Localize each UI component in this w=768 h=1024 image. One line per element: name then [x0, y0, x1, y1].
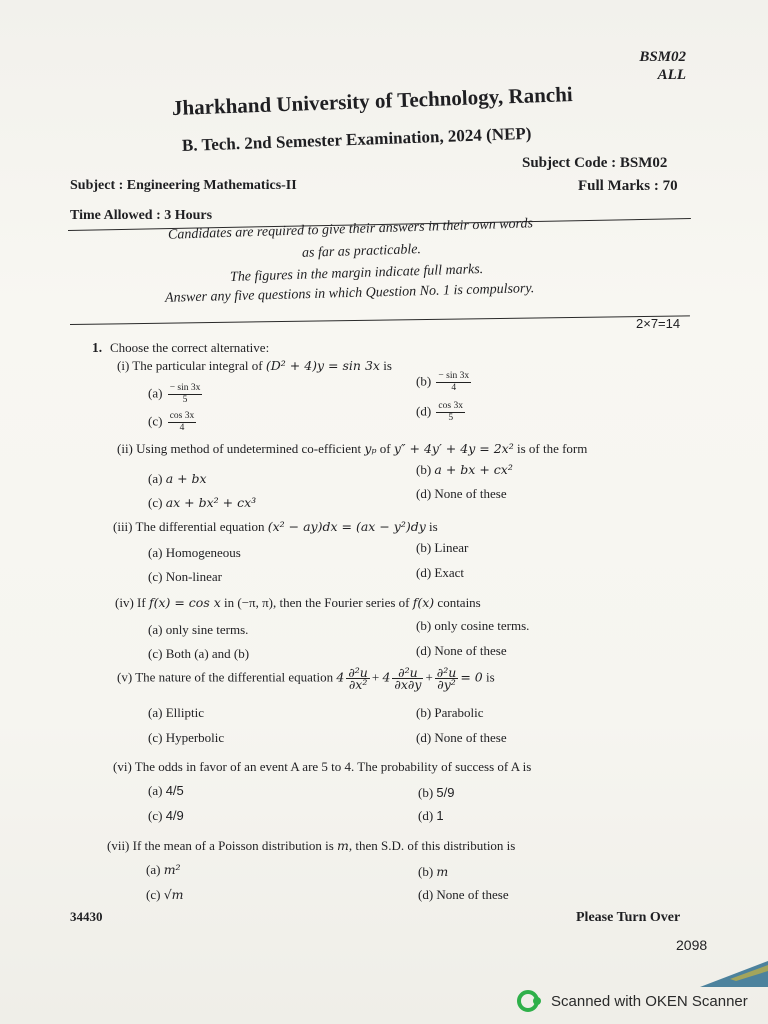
part-vii-text	[107, 838, 515, 854]
option-label: (c)	[148, 808, 163, 823]
part-iv-text-a: If	[137, 595, 149, 610]
option-text: Hyperbolic	[165, 730, 225, 745]
part-i-label: (i)	[117, 358, 130, 373]
part-ii-option-b	[416, 462, 513, 478]
option-label: (b)	[416, 373, 432, 389]
part-vii-option-a	[146, 862, 181, 878]
part-v-text-a: The nature of the differential equation	[135, 669, 337, 685]
option-text: Both (a) and (b)	[165, 646, 250, 661]
part-ii-label: (ii)	[117, 441, 133, 456]
plus-sign: +	[425, 669, 433, 685]
option-text: 4/5	[165, 783, 184, 798]
part-vi-label: (vi)	[113, 759, 132, 774]
option-label: (a)	[148, 471, 163, 486]
fraction-numerator: ∂²u	[392, 667, 423, 679]
part-vii-option-d	[418, 887, 509, 903]
option-text: a + bx	[165, 471, 207, 486]
part-vi-option-b	[418, 785, 455, 801]
scanner-watermark-text: Scanned with OKEN Scanner	[551, 992, 748, 1010]
option-label: (d)	[416, 565, 432, 580]
equals-zero: = 0	[460, 669, 483, 685]
part-vii-label: (vii)	[107, 838, 130, 853]
part-i-text-a: The particular integral of	[132, 358, 266, 373]
option-label: (d)	[416, 643, 432, 658]
part-v-option-b	[416, 705, 484, 721]
option-text: 5/9	[436, 785, 455, 800]
part-vii-option-b	[418, 864, 448, 880]
fraction-numerator: ∂²u	[436, 665, 457, 680]
part-ii-option-a	[148, 471, 207, 487]
fraction-numerator: cos 3x	[169, 411, 195, 421]
option-label: (c)	[148, 646, 163, 661]
part-iv-option-c	[148, 646, 249, 662]
part-vii-text-b: , then S.D. of this distribution is	[348, 838, 516, 853]
part-iii-math: (x² − ay)dx = (ax − y²)dy	[267, 519, 426, 534]
part-ii-option-c	[148, 495, 256, 511]
option-label: (d)	[416, 486, 432, 501]
option-label: (d)	[418, 887, 434, 902]
paper-number: 34430	[70, 909, 103, 924]
paper-code-line2: ALL	[657, 67, 686, 83]
option-label: (a)	[148, 385, 163, 401]
option-text: 1	[436, 808, 444, 823]
option-text: None of these	[434, 730, 507, 745]
fraction-numerator: − sin 3x	[438, 371, 470, 381]
part-v-text-b: is	[482, 669, 495, 685]
exam-title: B. Tech. 2nd Semester Examination, 2024 (NEP)	[181, 123, 532, 155]
part-iv-option-a	[148, 622, 248, 638]
option-text: 4/9	[165, 808, 184, 823]
part-iii-label: (iii)	[113, 519, 133, 534]
part-ii-math-b: y″ + 4y′ + 4y = 2x²	[393, 441, 514, 456]
full-marks: Full Marks : 70	[578, 178, 678, 194]
option-text: a + bx + cx²	[434, 462, 513, 477]
fraction-numerator: − sin 3x	[169, 383, 201, 393]
part-vi-option-a	[148, 783, 184, 799]
instruction-line3: The figures in the margin indicate full marks.	[229, 262, 484, 285]
option-label: (a)	[148, 545, 163, 560]
option-label: (c)	[148, 569, 163, 584]
fraction	[436, 371, 471, 394]
part-ii-text-a: Using method of undetermined co-efficient	[136, 441, 365, 456]
option-label: (a)	[148, 783, 163, 798]
part-iii-text-a: The differential equation	[135, 519, 268, 534]
fraction	[168, 411, 197, 434]
option-label: (c)	[148, 495, 163, 510]
paper-code-line1: BSM02	[639, 49, 686, 65]
part-ii-text	[117, 441, 587, 457]
part-iv-option-d	[416, 643, 507, 659]
part-iii-option-c	[148, 569, 222, 585]
instruction-line4: Answer any five questions in which Question No. 1 is compulsory.	[164, 281, 535, 306]
fraction	[436, 401, 465, 424]
option-text: Homogeneous	[165, 545, 241, 560]
option-label: (c)	[148, 730, 163, 745]
part-iii-text	[113, 519, 438, 535]
fraction-denominator: ∂x∂y	[394, 677, 422, 692]
subject-code: Subject Code : BSM02	[522, 155, 668, 171]
option-text: only sine terms.	[165, 622, 249, 637]
part-iv-text	[115, 595, 481, 611]
part-vi-text	[113, 759, 531, 775]
fraction-denominator: 5	[182, 395, 188, 405]
part-v-option-d	[416, 730, 507, 746]
page-stamp: 2098	[676, 937, 708, 953]
part-v-label: (v)	[117, 669, 133, 685]
page-corner-shadow	[690, 955, 768, 987]
option-label: (b)	[418, 864, 434, 879]
option-label: (d)	[416, 403, 432, 419]
question-title: Choose the correct alternative:	[110, 340, 270, 355]
part-i-option-b	[416, 371, 473, 394]
part-vi-option-c	[148, 808, 184, 824]
part-iv-text-b: in (−π, π), then the Fourier series of	[220, 595, 413, 610]
fraction-denominator: ∂x²	[348, 677, 368, 692]
part-iii-option-a	[148, 545, 241, 561]
part-i-option-d	[416, 401, 467, 424]
option-text: ax + bx² + cx³	[165, 495, 257, 510]
part-i-text	[117, 358, 392, 374]
question-number: 1.	[92, 340, 103, 355]
part-iv-label: (iv)	[115, 595, 134, 610]
option-label: (a)	[146, 862, 161, 877]
fraction	[435, 667, 459, 690]
plus-sign: +	[371, 669, 380, 685]
part-iii-option-d	[416, 565, 464, 581]
fraction-denominator: 4	[451, 383, 457, 393]
fraction-denominator: ∂y²	[437, 677, 456, 692]
part-iii-option-b	[416, 540, 468, 556]
part-iv-text-c: contains	[434, 595, 481, 610]
option-text: Parabolic	[434, 705, 484, 720]
option-label: (a)	[148, 705, 163, 720]
fraction-numerator: ∂²u	[348, 665, 368, 680]
part-i-option-a	[148, 383, 204, 406]
subject: Subject : Engineering Mathematics-II	[70, 178, 297, 193]
scanner-watermark	[517, 990, 748, 1012]
option-text: Elliptic	[165, 705, 204, 720]
option-label: (b)	[418, 785, 434, 800]
option-label: (b)	[416, 618, 432, 633]
fraction-denominator: 4	[179, 423, 185, 433]
please-turn-over: Please Turn Over	[576, 910, 681, 925]
option-label: (b)	[416, 462, 432, 477]
part-iii-text-b: is	[425, 519, 438, 534]
part-ii-math-a: yₚ	[364, 441, 377, 456]
fraction	[392, 667, 423, 690]
fraction	[346, 667, 370, 690]
option-text: m	[436, 864, 449, 879]
part-i-math: (D² + 4)y = sin 3x	[265, 358, 380, 373]
option-label: (d)	[416, 730, 432, 745]
part-ii-text-c: is of the form	[513, 441, 588, 456]
part-vii-text-a: If the mean of a Poisson distribution is	[132, 838, 338, 853]
part-ii-option-d	[416, 486, 507, 502]
part-i-text-b: is	[379, 358, 392, 373]
part-vi-question: The odds in favor of an event A are 5 to 4. The probability of success of A is	[134, 759, 532, 774]
option-label: (a)	[148, 622, 163, 637]
question-marks: 2×7=14	[636, 316, 681, 331]
part-v-text	[117, 667, 495, 690]
time-allowed: Time Allowed : 3 Hours	[70, 208, 213, 223]
option-text: Linear	[434, 540, 469, 555]
part-v-option-a	[148, 705, 204, 721]
instruction-line2: as far as practicable.	[301, 242, 422, 261]
coefficient: 4	[382, 669, 391, 685]
instruction-line1: Candidates are required to give their answers in their own words	[167, 216, 534, 243]
option-label: (d)	[418, 808, 434, 823]
university-title: Jharkhand University of Technology, Ranchi	[171, 82, 574, 120]
option-text: Exact	[434, 565, 465, 580]
option-label: (b)	[416, 540, 432, 555]
option-text: m²	[163, 862, 181, 877]
option-text: None of these	[434, 486, 507, 501]
option-label: (c)	[148, 413, 163, 429]
option-label: (c)	[146, 887, 161, 902]
part-vii-math: m	[337, 838, 349, 853]
part-i-option-c	[148, 411, 198, 434]
option-text: only cosine terms.	[434, 618, 530, 633]
option-text: None of these	[436, 887, 509, 902]
option-label: (b)	[416, 705, 432, 720]
part-iv-math-a: f(x) = cos x	[148, 595, 221, 610]
fraction-numerator: cos 3x	[438, 401, 463, 411]
part-iv-math-b: f(x)	[412, 595, 435, 610]
part-ii-text-b: of	[376, 441, 394, 456]
option-text: Non-linear	[165, 569, 222, 584]
part-v-option-c	[148, 730, 224, 746]
oken-scanner-logo-icon	[517, 990, 543, 1012]
option-text: √m	[163, 887, 184, 902]
fraction-denominator: 5	[448, 413, 454, 423]
part-iv-option-b	[416, 618, 529, 634]
option-text: None of these	[434, 643, 507, 658]
fraction	[168, 383, 203, 406]
part-vi-option-d	[418, 808, 444, 824]
coefficient: 4	[336, 669, 345, 685]
part-vii-option-c	[146, 887, 184, 903]
